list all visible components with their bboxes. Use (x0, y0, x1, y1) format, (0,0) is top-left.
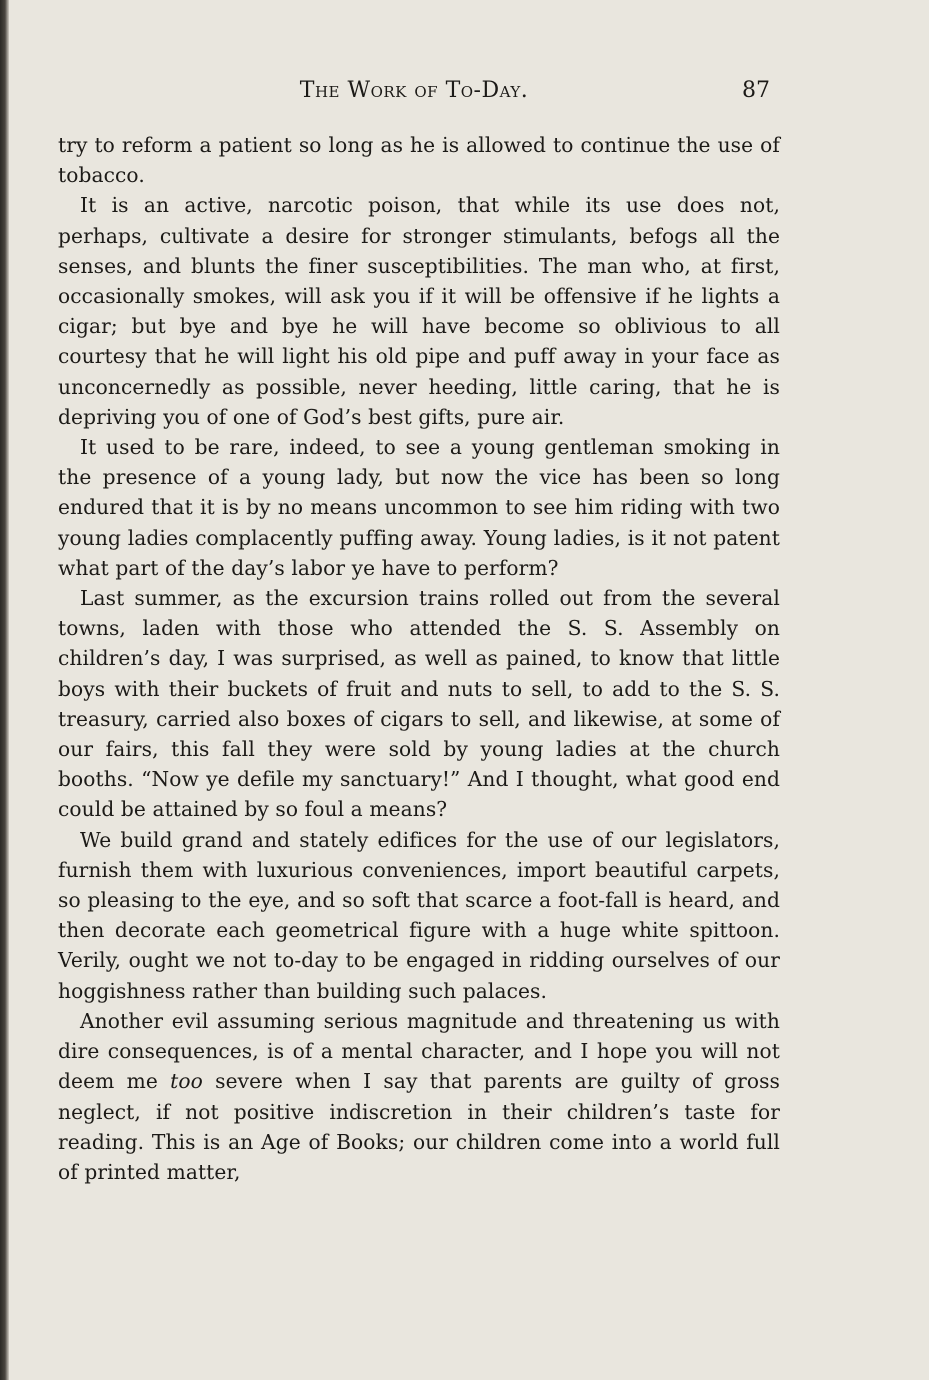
paragraph-reading-evil (58, 1006, 780, 1187)
paragraph-continued: try to reform a patient so long as he is allowed to continue the use of tobacco. (58, 133, 780, 188)
body-text (58, 130, 780, 1187)
paragraph-reading-evil-part1: Another evil assuming serious magnitude and threatening us with dire consequences, is of a mental character, and I hope you will not deem me (58, 1008, 780, 1094)
paragraph-excursion-trains: Last summer, as the excursion trains rolled out from the several towns, laden with those who attended the S. S. Assembly on children’s day, I was surprised, as well as pained, to know that little boys with their buckets of fruit and nuts to sell, to add to the S. S. treasury, carried also boxes of cigars to sell, and likewise, at some of our fairs, this fall they were sold by young ladies at the church booths. “Now ye defile my sanctuary!” And I thought, what good end could be attained by so foul a means? (58, 586, 780, 822)
running-head-title: The Work of To-Day. (299, 78, 529, 103)
paragraph-young-gentleman: It used to be rare, indeed, to see a young gentleman smoking in the presence of a young lady, but now the vice has been so long endured that it is by no means uncommon to see him riding with two young ladies complacently puffing away. Young ladies, is it not patent what part of the day’s labor ye have to perform? (58, 435, 780, 580)
paragraph-tobacco-poison: It is an active, narcotic poison, that while its use does not, perhaps, cultivate a desire for stronger stimulants, befogs all the senses, and blunts the finer susceptibilities. The man who, at first, occasionally smokes, will ask you if it will be offensive if he lights a cigar; but bye and bye he will have become so oblivious to all courtesy that he will light his old pipe and puff away in your face as unconcernedly as possible, never heeding, little caring, that he is depriving you of one of God’s best gifts, pure air. (58, 193, 780, 429)
running-head (58, 78, 770, 108)
emphasis-too: too (170, 1069, 203, 1094)
paragraph-reading-evil-part2: severe when I say that parents are guilty of gross neglect, if not positive indiscretion in their children’s taste for reading. This is an Age of Books; our children come into a world full of printed matter, (58, 1069, 780, 1184)
page-edge-shadow (0, 0, 9, 1380)
page-number: 87 (742, 78, 770, 103)
paragraph-legislators: We build grand and stately edifices for the use of our legislators, furnish them with luxurious conveniences, import beautiful carpets, so pleasing to the eye, and so soft that scarce a foot-fall is heard, and then decorate each geometrical figure with a huge white spittoon. Verily, ought we not to-day to be engaged in ridding ourselves of our hoggishness rather than building such palaces. (58, 827, 780, 1003)
